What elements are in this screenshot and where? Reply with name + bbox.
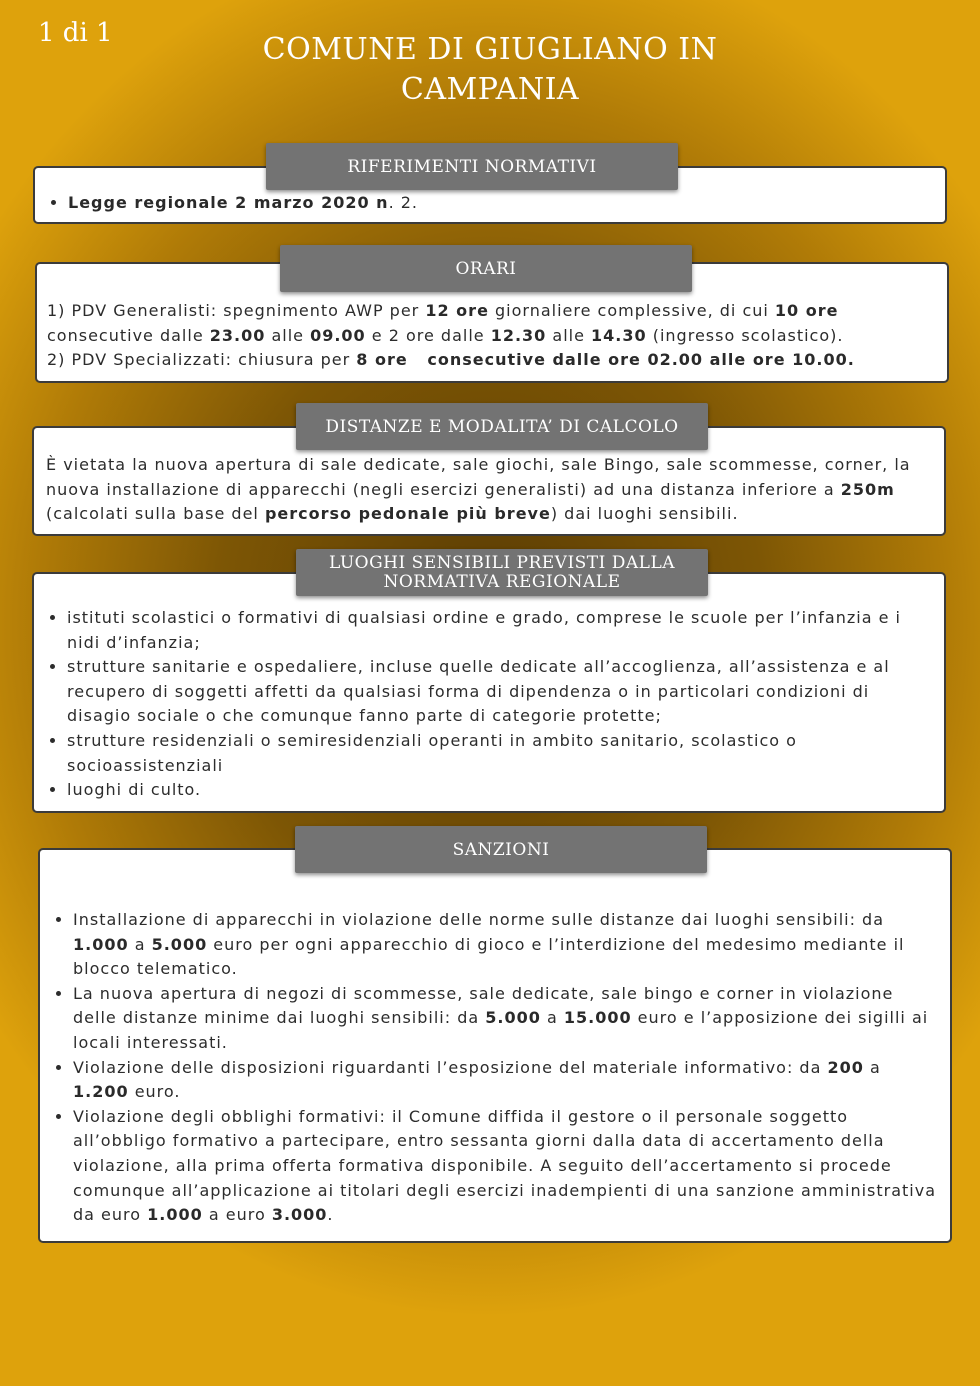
orari-label: ORARI	[280, 245, 692, 292]
distanze-text: È vietata la nuova apertura di sale dedicate, sale giochi, sale Bingo, sale scommesse, corner, la nuova installazione di apparecchi (negli esercizi generalisti) ad una distanza inferiore a 250m (calcolati sulla base del percorso pedonale più breve) dai luoghi sensibili.	[46, 455, 911, 524]
sanzioni-box	[38, 848, 952, 1243]
page-title: COMUNE DI GIUGLIANO IN CAMPANIA	[262, 32, 718, 107]
list-item	[68, 191, 933, 216]
luoghi-list	[34, 606, 932, 803]
riferimenti-label: RIFERIMENTI NORMATIVI	[266, 143, 678, 190]
riferimenti-list	[35, 191, 933, 216]
list-item: • Installazione di apparecchi in violazione delle norme sulle distanze dai luoghi sensibili: da 1.000 a 5.000 euro per ogni apparecchio di gioco e l’interdizione del medesimo mediante il blocco telematico.	[73, 908, 938, 982]
sanzioni-list	[40, 908, 938, 1228]
page-number: 1 di 1	[38, 18, 113, 48]
list-item: • istituti scolastici o formativi di qualsiasi ordine e grado, comprese le scuole per l’infanzia e i nidi d’infanzia;	[67, 606, 932, 655]
list-item: • Violazione delle disposizioni riguardanti l’esposizione del materiale informativo: da 200 a 1.200 euro.	[73, 1056, 938, 1105]
law-name: Legge regionale 2 marzo 2020 n	[68, 193, 389, 212]
list-item: • strutture sanitarie e ospedaliere, incluse quelle dedicate all’accoglienza, all’assistenza e al recupero di soggetti affetti da qualsiasi forma di dipendenza o in particolari condizioni di disagio sociale o che comunque fanno parte di categorie protette;	[67, 655, 932, 729]
list-item: • Violazione degli obblighi formativi: il Comune diffida il gestore o il personale soggetto all’obbligo formativo a partecipare, entro sessanta giorni dalla data di accertamento della violazione, alla prima offerta formativa disponibile. A seguito dell’accertamento si procede comunque all’applicazione ai titolari degli esercizi inadempienti di una sanzione amministrativa da euro 1.000 a euro 3.000.	[73, 1105, 938, 1228]
luoghi-label: LUOGHI SENSIBILI PREVISTI DALLA NORMATIVA REGIONALE	[296, 549, 708, 596]
law-number: . 2.	[388, 193, 419, 212]
list-item: • strutture residenziali o semiresidenziali operanti in ambito sanitario, scolastico o socioassistenziali	[67, 729, 932, 778]
orari-generalisti: 1) PDV Generalisti: spegnimento AWP per 12 ore giornaliere complessive, di cui 10 ore consecutive dalle 23.00 alle 09.00 e 2 ore dalle 12.30 alle 14.30 (ingresso scolastico).	[47, 301, 844, 345]
list-item: • luoghi di culto.	[67, 778, 932, 803]
orari-specializzati: 2) PDV Specializzati: chiusura per 8 ore consecutive dalle ore 02.00 alle ore 10.00.	[47, 350, 855, 370]
luoghi-box	[32, 572, 946, 813]
list-item: • La nuova apertura di negozi di scommesse, sale dedicate, sale bingo e corner in violazione delle distanze minime dai luoghi sensibili: da 5.000 a 15.000 euro e l’apposizione dei sigilli ai locali interessati.	[73, 982, 938, 1056]
distanze-label: DISTANZE E MODALITA’ DI CALCOLO	[296, 403, 708, 450]
sanzioni-label: SANZIONI	[295, 826, 707, 873]
